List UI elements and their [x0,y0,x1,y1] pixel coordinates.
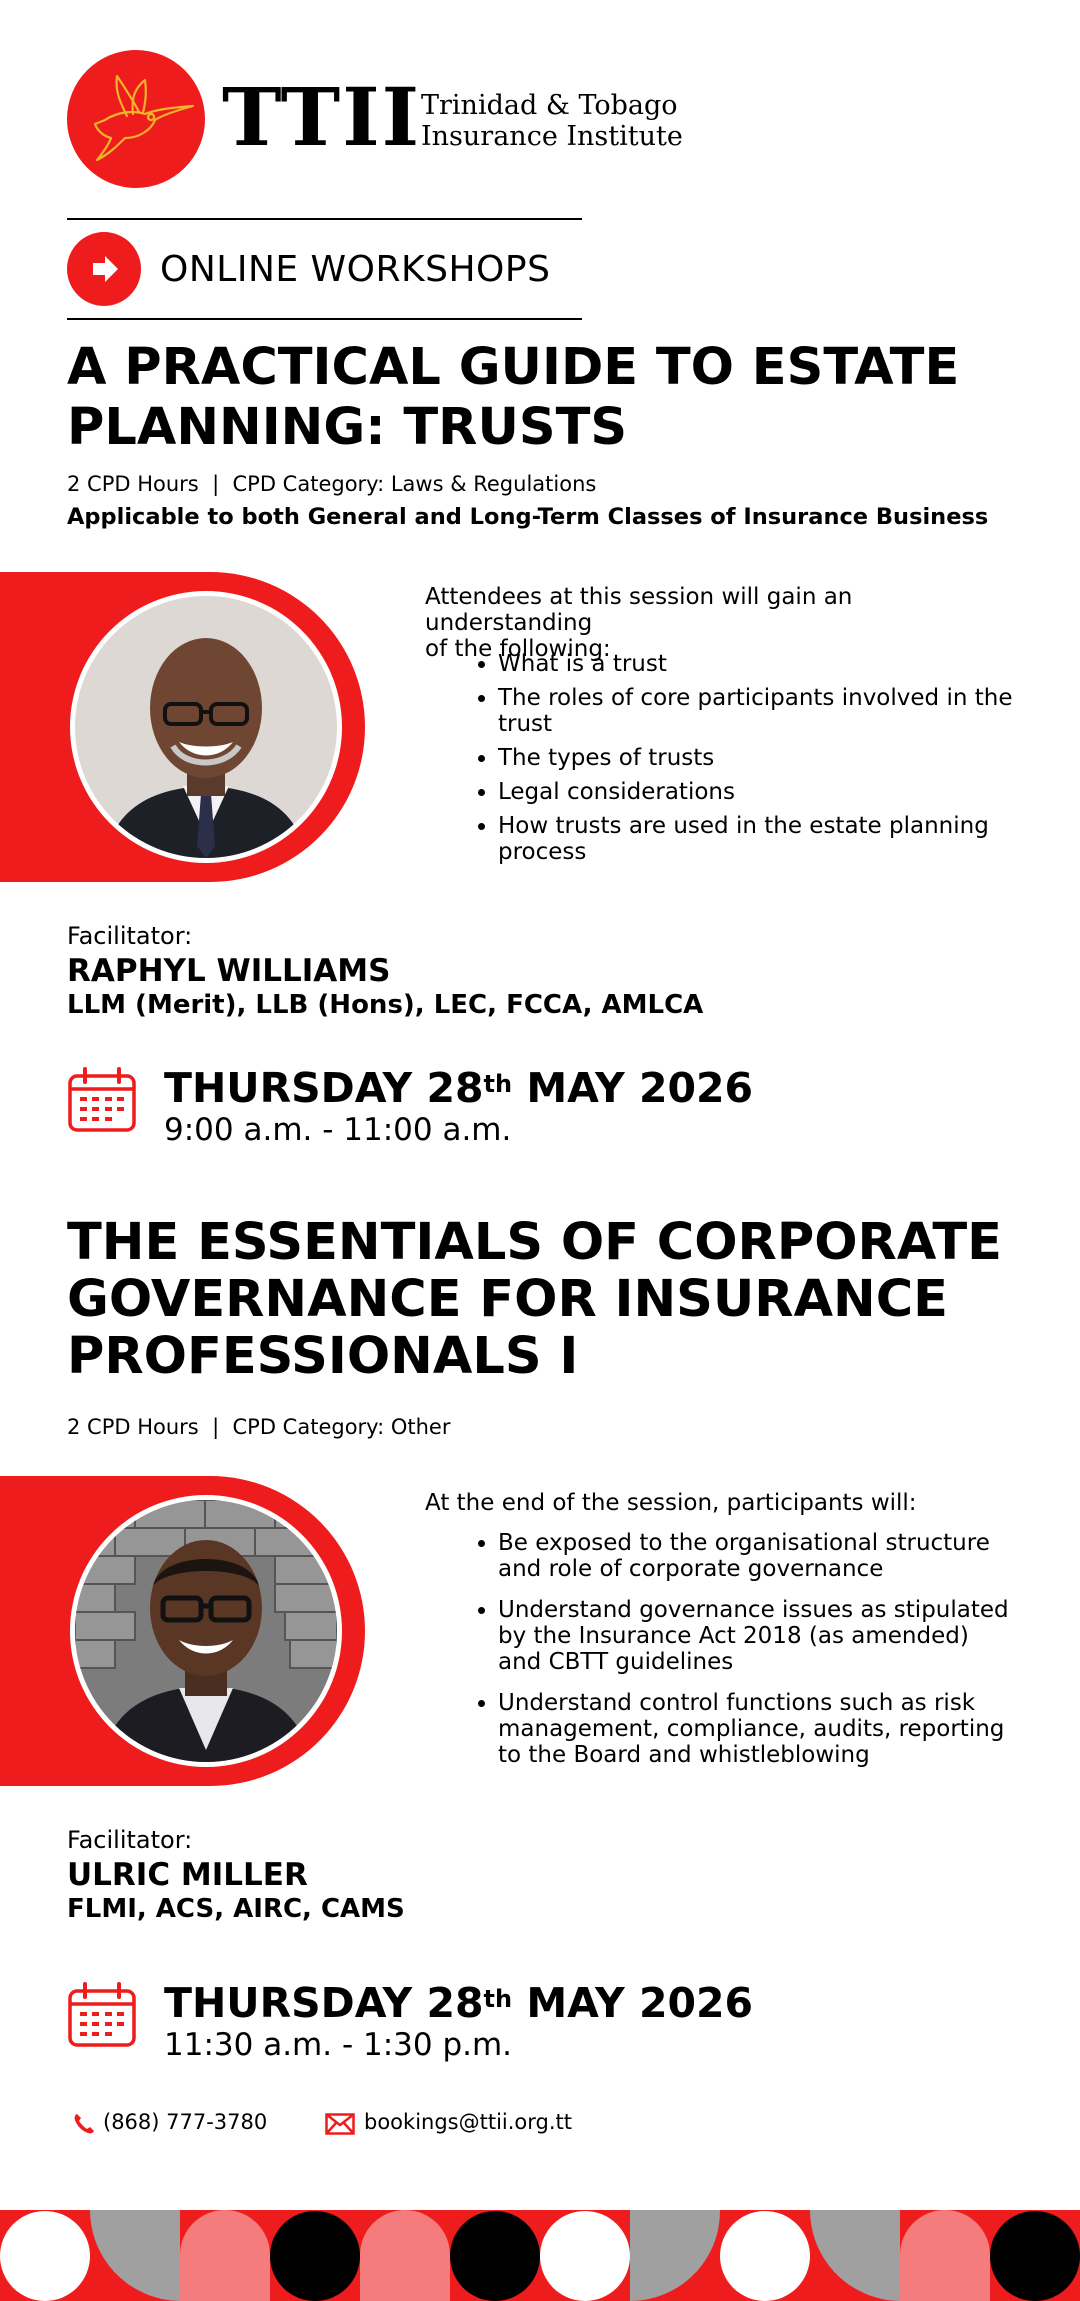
workshop-1-title-line2: PLANNING: TRUSTS [67,398,628,457]
workshop-2-time: 11:30 a.m. - 1:30 p.m. [164,2027,513,2063]
workshop-2-date-day: THURSDAY 28 [164,1979,484,2027]
workshop-2-title-line2: GOVERNANCE FOR INSURANCE [67,1270,948,1329]
logo-badge [67,50,205,188]
decorative-shapes [0,2210,1080,2301]
workshop-1-date-suffix: th [483,1070,513,1098]
list-item: • What is a trust [498,651,1018,677]
divider-bottom [67,318,582,320]
workshop-1-intro-line1: Attendees at this session will gain an understanding [425,584,853,636]
list-item: • Legal considerations [498,779,1018,805]
list-item: • Understand control functions such as risk management, compliance, audits, reporting to the Board and whistleblowing [498,1690,1018,1768]
workshop-2-bullet-list [455,1530,1018,1768]
workshop-1-facilitator-label: Facilitator: [67,922,193,950]
workshop-1-time: 9:00 a.m. - 11:00 a.m. [164,1112,512,1148]
logo-subtitle [421,90,683,152]
workshop-2-cpd: 2 CPD Hours | CPD Category: Other [67,1415,451,1439]
email-icon [325,2113,355,2135]
workshop-1-date-day: THURSDAY 28 [164,1064,484,1112]
facilitator-2-photo [75,1500,337,1762]
workshop-1-cpd: 2 CPD Hours | CPD Category: Laws & Regulations [67,472,597,496]
workshop-1-date-month-year: MAY 2026 [512,1064,754,1112]
workshop-1-bullet-list [455,651,1018,865]
list-item: • The types of trusts [498,745,1018,771]
workshop-2-date-month-year: MAY 2026 [512,1979,754,2027]
workshop-2-title-line3: PROFESSIONALS I [67,1327,579,1386]
phone-icon [72,2112,96,2136]
workshop-2-facilitator-credentials: FLMI, ACS, AIRC, CAMS [67,1894,405,1924]
workshop-2-title-line1: THE ESSENTIALS OF CORPORATE [67,1213,1002,1272]
workshop-2-title [67,1214,1002,1385]
section-label: ONLINE WORKSHOPS [160,249,551,290]
workshop-2-facilitator-label: Facilitator: [67,1826,193,1854]
logo-subtitle-line1: Trinidad & Tobago [421,90,678,121]
list-item: • Be exposed to the organisational structure and role of corporate governance [498,1530,1018,1582]
workshop-1-facilitator-credentials: LLM (Merit), LLB (Hons), LEC, FCCA, AMLCA [67,990,704,1020]
workshop-1-date [164,1064,753,1112]
workshop-1-applicability: Applicable to both General and Long-Term Classes of Insurance Business [67,504,989,530]
list-item: • The roles of core participants involved in the trust [498,685,1018,737]
hummingbird-icon [67,50,205,188]
list-item: • How trusts are used in the estate planning process [498,813,1018,865]
workshop-2-facilitator-name: ULRIC MILLER [67,1857,308,1893]
arrow-right-icon [67,232,141,306]
logo-wordmark: TTII [222,70,422,164]
workshop-1-facilitator-name: RAPHYL WILLIAMS [67,953,391,989]
workshop-2-intro: At the end of the session, participants will: [425,1490,917,1516]
workshop-1-intro-line2: of the following: [425,636,611,662]
workshop-1-title-line1: A PRACTICAL GUIDE TO ESTATE [67,338,960,397]
list-item: • Understand governance issues as stipulated by the Insurance Act 2018 (as amended) and CBTT guidelines [498,1597,1018,1675]
email-link[interactable]: bookings@ttii.org.tt [364,2110,573,2134]
facilitator-1-photo [75,596,337,858]
workshop-2-date-suffix: th [483,1985,513,2013]
phone-link[interactable]: (868) 777-3780 [103,2110,268,2134]
calendar-icon [67,1067,137,1133]
footer-pattern [0,2210,1080,2301]
divider-top [67,218,582,220]
workshop-2-date [164,1979,753,2027]
workshop-1-title [67,338,959,458]
calendar-icon [67,1982,137,2048]
logo-subtitle-line2: Insurance Institute [421,121,683,152]
